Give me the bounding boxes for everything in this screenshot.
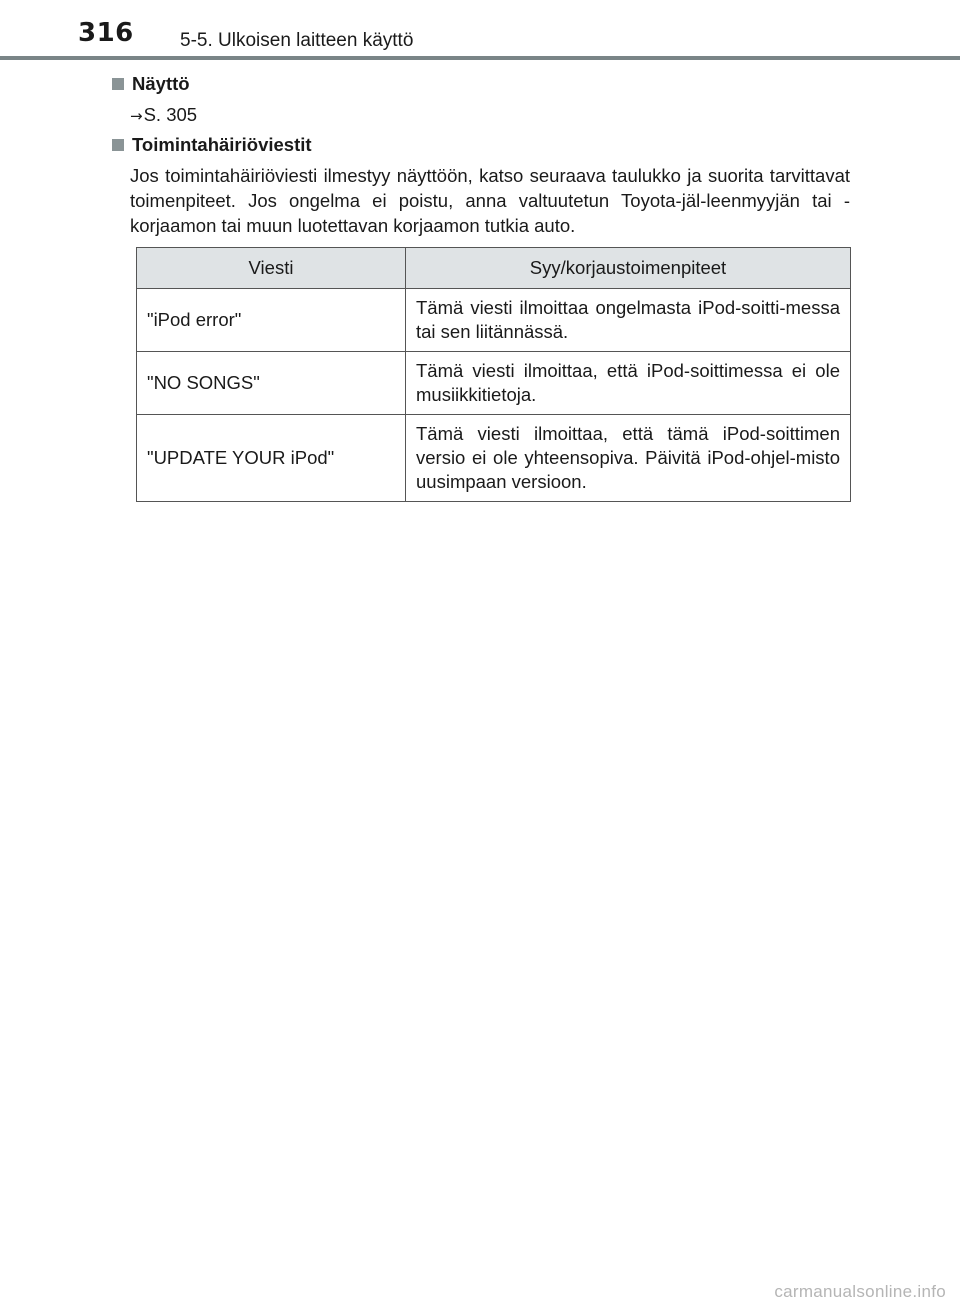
error-message-table — [136, 247, 851, 502]
column-header-remedy: Syy/korjaustoimenpiteet — [406, 248, 851, 289]
watermark: carmanualsonline.info — [774, 1282, 946, 1301]
page-reference[interactable] — [130, 104, 852, 126]
column-header-message: Viesti — [137, 248, 406, 289]
page-number: 316 — [78, 18, 134, 48]
table-row — [137, 415, 851, 502]
message-cell: "UPDATE YOUR iPod" — [137, 415, 406, 502]
page-header — [0, 0, 960, 62]
section-heading-text: Toimintahäiriöviestit — [132, 134, 312, 155]
section-heading-text: Näyttö — [132, 73, 190, 94]
table-row — [137, 352, 851, 415]
message-cell: "NO SONGS" — [137, 352, 406, 415]
section-heading — [110, 133, 852, 157]
table-header-row — [137, 248, 851, 289]
section-error-messages — [110, 133, 852, 238]
section-heading — [110, 72, 852, 96]
remedy-cell: Tämä viesti ilmoittaa, että tämä iPod-soittimen versio ei ole yhteensopiva. Päivitä iPod-ohjel-misto uusimpaan versioon. — [406, 415, 851, 502]
remedy-cell: Tämä viesti ilmoittaa ongelmasta iPod-soitti-messa tai sen liitännässä. — [406, 289, 851, 352]
table-row — [137, 289, 851, 352]
chapter-title: 5-5. Ulkoisen laitteen käyttö — [180, 30, 414, 51]
square-bullet-icon — [112, 78, 124, 90]
message-cell: "iPod error" — [137, 289, 406, 352]
arrow-right-icon: → — [130, 107, 143, 125]
square-bullet-icon — [112, 139, 124, 151]
section-body-text: Jos toimintahäiriöviesti ilmestyy näyttöön, katso seuraava taulukko ja suorita tarvittavat toimenpiteet. Jos ongelma ei poistu, anna valtuutetun Toyota-jäl-leenmyyjän tai -korjaamon tai muun luotettavan korjaamon tutkia auto. — [130, 165, 850, 236]
section-display — [110, 72, 852, 126]
remedy-cell: Tämä viesti ilmoittaa, että iPod-soittimessa ei ole musiikkitietoja. — [406, 352, 851, 415]
page-reference-text: S. 305 — [143, 104, 198, 125]
header-divider — [0, 56, 960, 60]
